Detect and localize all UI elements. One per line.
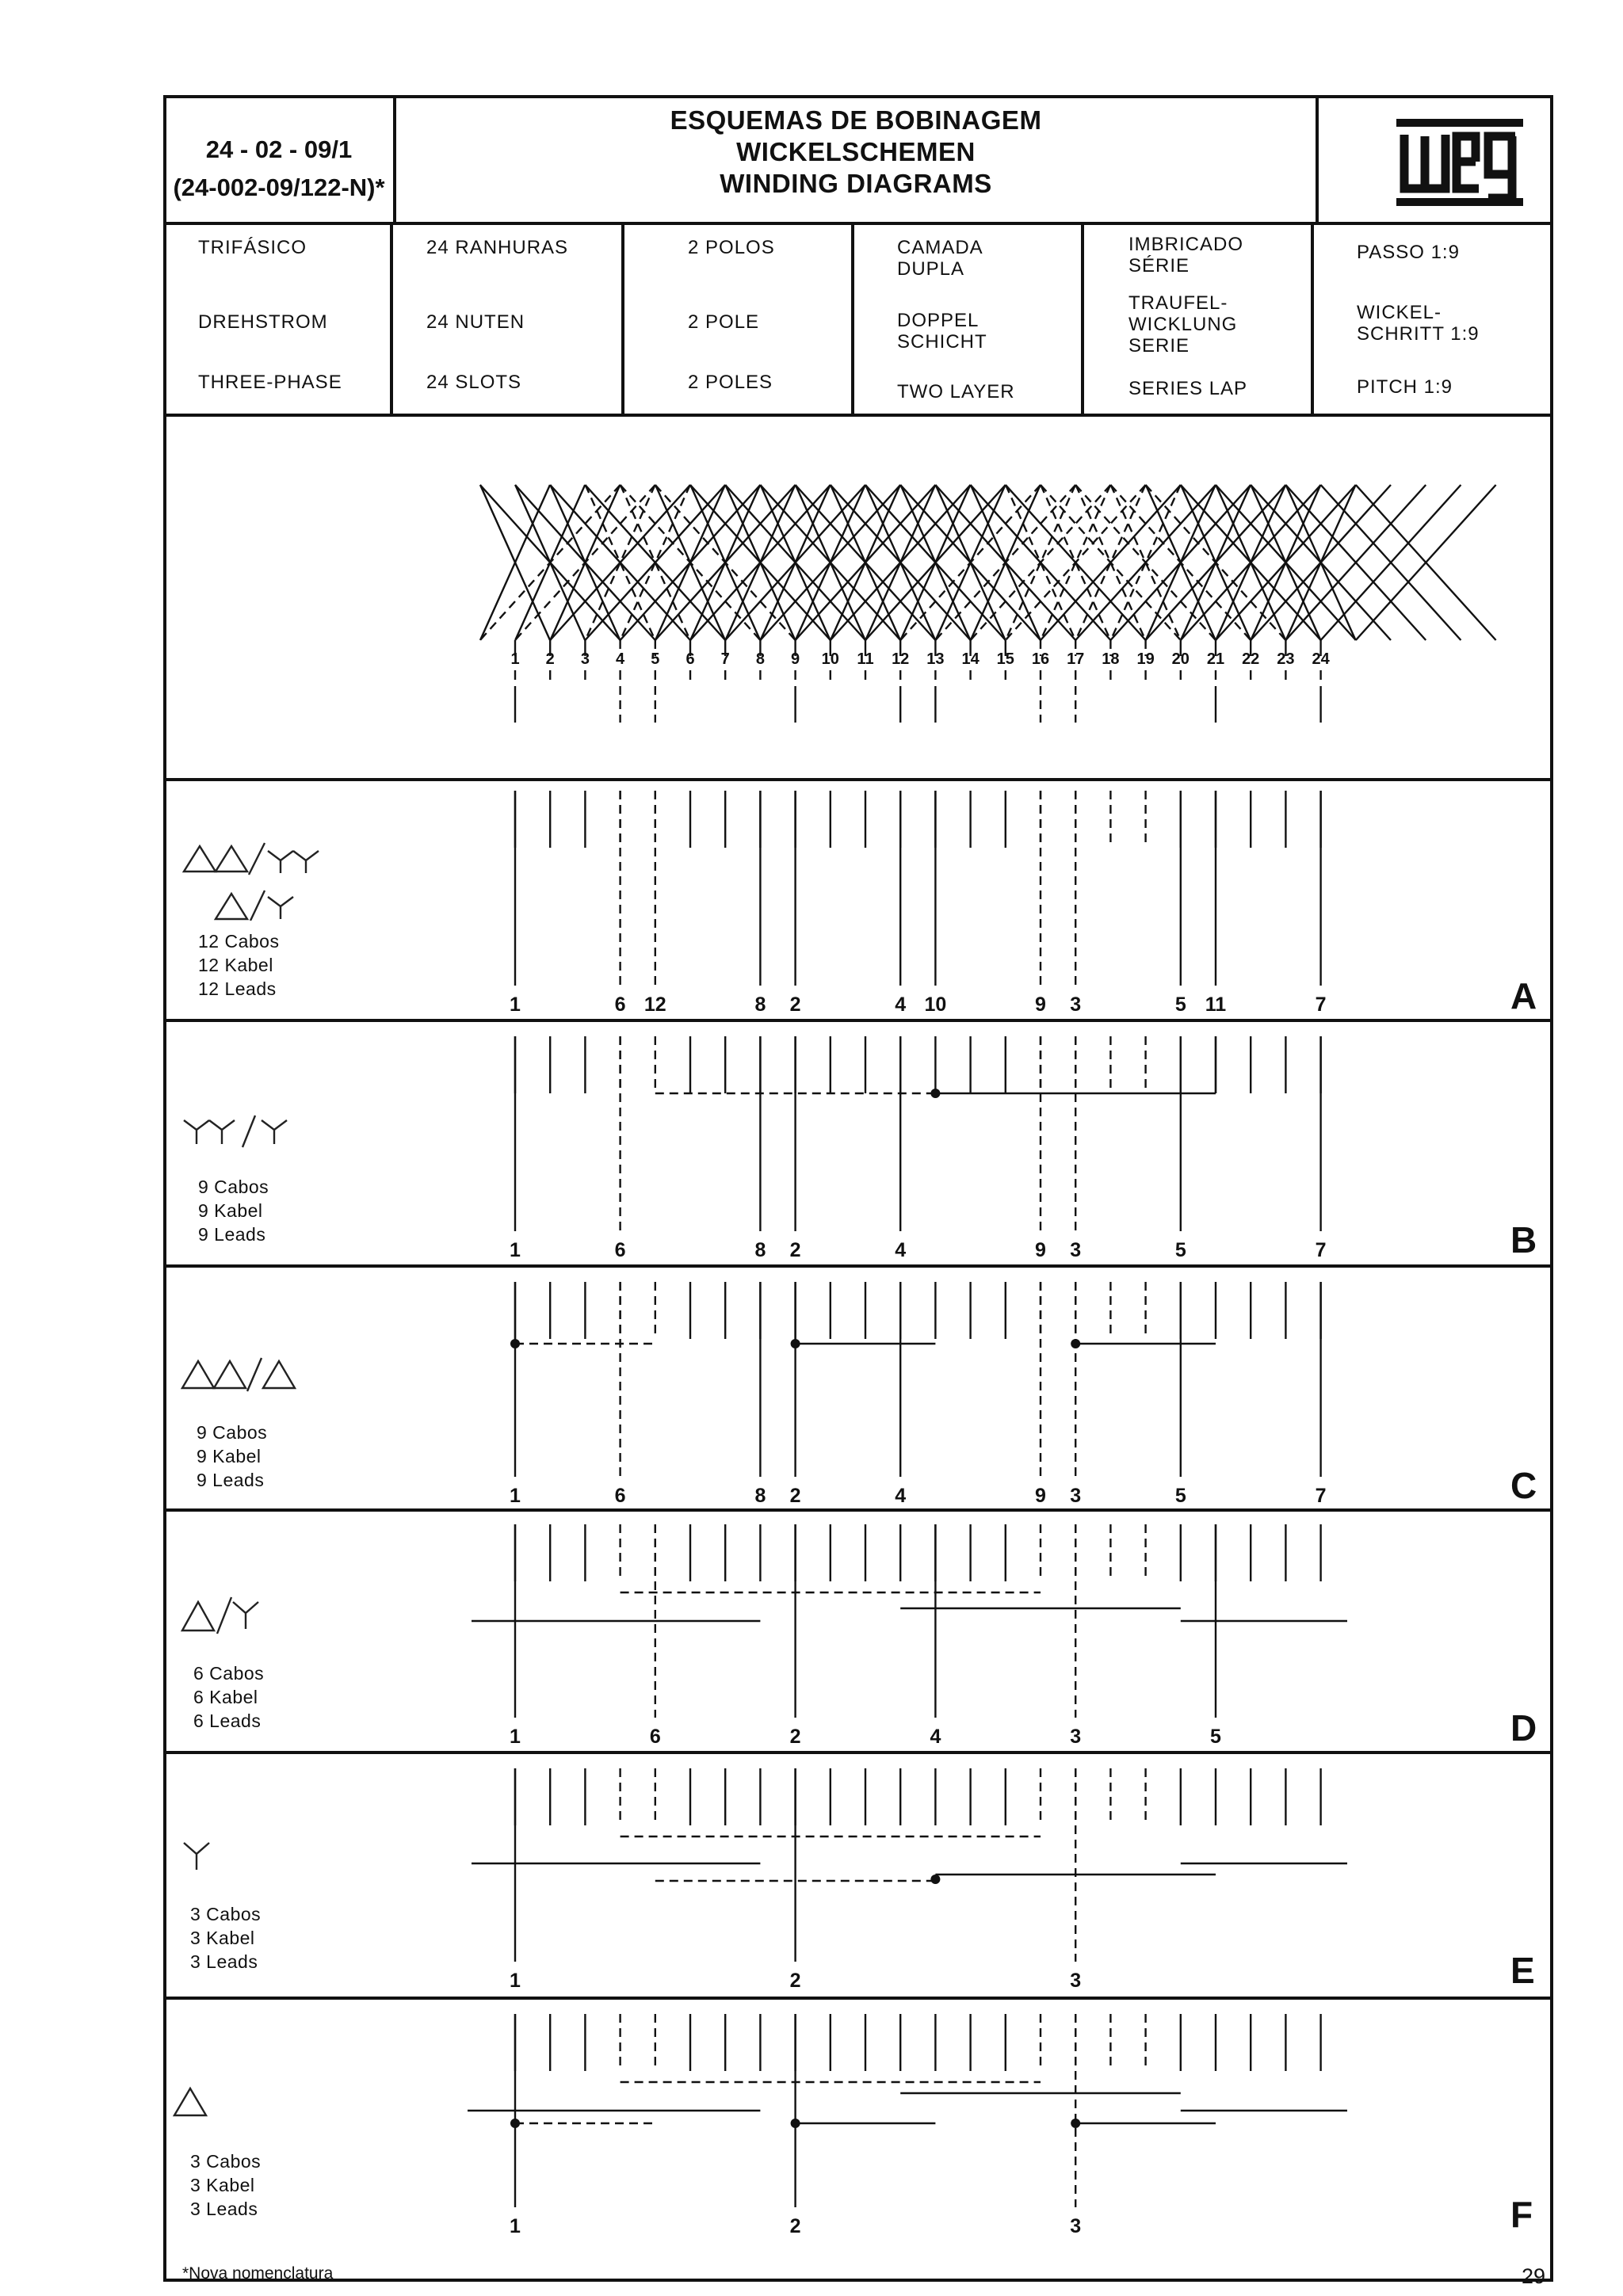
title-german: WICKELSCHEMEN bbox=[736, 137, 976, 166]
spec-layer-en: TWO LAYER bbox=[897, 381, 1015, 402]
panel-d-cables-de: 6 Kabel bbox=[193, 1687, 258, 1707]
diagram-code-new: (24-002-09/122-N)* bbox=[173, 174, 385, 201]
lead-label: 8 bbox=[754, 1239, 766, 1261]
slot-number: 3 bbox=[580, 650, 590, 668]
lead-label: 3 bbox=[1070, 1239, 1082, 1261]
spec-pitch-en: PITCH 1:9 bbox=[1357, 376, 1453, 398]
panel-letter-c: C bbox=[1510, 1465, 1537, 1506]
diagram-code: 24 - 02 - 09/1 bbox=[205, 135, 353, 163]
lead-label: 3 bbox=[1070, 1726, 1082, 1748]
junction-dot bbox=[510, 1339, 520, 1348]
slot-number: 2 bbox=[545, 650, 555, 668]
panel-b-cables-de: 9 Kabel bbox=[198, 1200, 263, 1221]
slot-number: 6 bbox=[685, 650, 695, 668]
slot-number: 9 bbox=[791, 650, 800, 668]
lead-label: 4 bbox=[930, 1726, 941, 1748]
spec-slots-pt: 24 RANHURAS bbox=[426, 237, 569, 258]
spec-winding-pt: IMBRICADO SÉRIE bbox=[1128, 234, 1244, 277]
junction-dot bbox=[930, 1875, 940, 1884]
panel-letter-f: F bbox=[1510, 2194, 1533, 2235]
panel-c-cables-pt: 9 Cabos bbox=[197, 1422, 268, 1443]
title-portuguese: ESQUEMAS DE BOBINAGEM bbox=[670, 105, 1042, 135]
lead-label: 4 bbox=[895, 1485, 907, 1507]
lead-label: 4 bbox=[895, 994, 907, 1016]
slot-number: 7 bbox=[720, 650, 730, 668]
lead-label: 7 bbox=[1315, 1485, 1327, 1507]
lead-label: 8 bbox=[754, 994, 766, 1016]
slot-number: 1 bbox=[510, 650, 520, 668]
lead-label: 2 bbox=[789, 994, 801, 1016]
spec-phase-pt: TRIFÁSICO bbox=[198, 237, 307, 258]
lead-label: 2 bbox=[789, 1970, 801, 1992]
panel-b-cables-pt: 9 Cabos bbox=[198, 1177, 269, 1197]
slot-number: 21 bbox=[1206, 650, 1225, 668]
junction-dot bbox=[791, 1339, 800, 1348]
panel-letter-d: D bbox=[1510, 1707, 1537, 1749]
spec-layer-pt: CAMADA DUPLA bbox=[897, 237, 983, 280]
spec-pitch-de: WICKEL- SCHRITT 1:9 bbox=[1357, 302, 1480, 345]
slot-number: 15 bbox=[996, 650, 1014, 668]
slot-number: 10 bbox=[821, 650, 839, 668]
lead-label: 5 bbox=[1174, 994, 1186, 1016]
lead-label: 2 bbox=[789, 1239, 801, 1261]
spec-phase-de: DREHSTROM bbox=[198, 311, 328, 333]
slot-number: 22 bbox=[1242, 650, 1260, 668]
lead-label: 7 bbox=[1315, 1239, 1327, 1261]
lead-label: 6 bbox=[614, 1485, 626, 1507]
lead-label: 2 bbox=[789, 2215, 801, 2237]
lead-label: 3 bbox=[1070, 2215, 1082, 2237]
lead-label: 4 bbox=[895, 1239, 907, 1261]
footnote: *Nova nomenclatura bbox=[182, 2264, 334, 2283]
slot-number: 14 bbox=[961, 650, 980, 668]
junction-dot bbox=[791, 2119, 800, 2128]
slot-number: 23 bbox=[1277, 650, 1295, 668]
spec-slots-en: 24 SLOTS bbox=[426, 372, 522, 393]
spec-slots-de: 24 NUTEN bbox=[426, 311, 525, 333]
panel-b-cables-en: 9 Leads bbox=[198, 1224, 266, 1245]
spec-poles-de: 2 POLE bbox=[688, 311, 760, 333]
lead-label: 9 bbox=[1035, 994, 1046, 1016]
lead-label: 3 bbox=[1070, 1485, 1082, 1507]
slot-number: 8 bbox=[755, 650, 765, 668]
lead-label: 8 bbox=[754, 1485, 766, 1507]
panel-e-cables-de: 3 Kabel bbox=[190, 1928, 255, 1948]
lead-label: 9 bbox=[1035, 1239, 1046, 1261]
slot-number: 4 bbox=[616, 650, 625, 668]
junction-dot bbox=[930, 1089, 940, 1098]
lead-label: 1 bbox=[510, 1239, 521, 1261]
panel-e-cables-pt: 3 Cabos bbox=[190, 1904, 262, 1924]
panel-letter-a: A bbox=[1510, 975, 1537, 1016]
spec-winding-de: TRAUFEL- WICKLUNG SERIE bbox=[1128, 292, 1238, 357]
lead-label: 6 bbox=[614, 994, 626, 1016]
lead-label: 3 bbox=[1070, 1970, 1082, 1992]
panel-a-cables-pt: 12 Cabos bbox=[198, 931, 280, 952]
panel-c-cables-en: 9 Leads bbox=[197, 1470, 265, 1490]
slot-number: 24 bbox=[1312, 650, 1330, 668]
spec-winding-en: SERIES LAP bbox=[1128, 378, 1248, 399]
lead-label: 1 bbox=[510, 1970, 521, 1992]
lead-label: 1 bbox=[510, 2215, 521, 2237]
panel-letter-b: B bbox=[1510, 1219, 1537, 1261]
panel-d-cables-pt: 6 Cabos bbox=[193, 1663, 265, 1684]
spec-layer-de: DOPPEL SCHICHT bbox=[897, 310, 987, 353]
lead-label: 6 bbox=[649, 1726, 661, 1748]
panel-letter-e: E bbox=[1510, 1950, 1535, 1991]
lead-label: 6 bbox=[614, 1239, 626, 1261]
lead-label: 5 bbox=[1210, 1726, 1221, 1748]
slot-number: 19 bbox=[1136, 650, 1155, 668]
title-english: WINDING DIAGRAMS bbox=[720, 169, 992, 198]
slot-number: 5 bbox=[651, 650, 660, 668]
panel-f-cables-en: 3 Leads bbox=[190, 2199, 258, 2219]
panel-c-cables-de: 9 Kabel bbox=[197, 1446, 262, 1466]
lead-label: 7 bbox=[1315, 994, 1327, 1016]
junction-dot bbox=[1071, 1339, 1080, 1348]
lead-label: 12 bbox=[643, 994, 666, 1016]
lead-label: 1 bbox=[510, 994, 521, 1016]
lead-label: 2 bbox=[789, 1726, 801, 1748]
panel-d-cables-en: 6 Leads bbox=[193, 1711, 262, 1731]
spec-phase-en: THREE-PHASE bbox=[198, 372, 342, 393]
slot-number: 13 bbox=[926, 650, 945, 668]
junction-dot bbox=[510, 2119, 520, 2128]
page-number: 29 bbox=[1522, 2264, 1546, 2288]
panel-e-cables-en: 3 Leads bbox=[190, 1951, 258, 1972]
lead-label: 1 bbox=[510, 1726, 521, 1748]
lead-label: 5 bbox=[1174, 1239, 1186, 1261]
spec-poles-en: 2 POLES bbox=[688, 372, 773, 393]
panel-a-cables-en: 12 Leads bbox=[198, 978, 277, 999]
junction-dot bbox=[1071, 2119, 1080, 2128]
slot-number: 18 bbox=[1102, 650, 1120, 668]
panel-a-cables-de: 12 Kabel bbox=[198, 955, 273, 975]
panel-f-cables-de: 3 Kabel bbox=[190, 2175, 255, 2195]
lead-label: 11 bbox=[1205, 994, 1227, 1016]
slot-number: 17 bbox=[1067, 650, 1085, 668]
lead-label: 10 bbox=[924, 994, 947, 1016]
spec-poles-pt: 2 POLOS bbox=[688, 237, 775, 258]
lead-label: 5 bbox=[1174, 1485, 1186, 1507]
spec-pitch-pt: PASSO 1:9 bbox=[1357, 242, 1460, 263]
slot-number: 20 bbox=[1171, 650, 1190, 668]
lead-label: 9 bbox=[1035, 1485, 1046, 1507]
slot-number: 12 bbox=[892, 650, 910, 668]
slot-number: 11 bbox=[857, 650, 874, 668]
lead-label: 2 bbox=[789, 1485, 801, 1507]
panel-f-cables-pt: 3 Cabos bbox=[190, 2151, 262, 2172]
slot-number: 16 bbox=[1031, 650, 1050, 668]
lead-label: 3 bbox=[1070, 994, 1082, 1016]
lead-label: 1 bbox=[510, 1485, 521, 1507]
